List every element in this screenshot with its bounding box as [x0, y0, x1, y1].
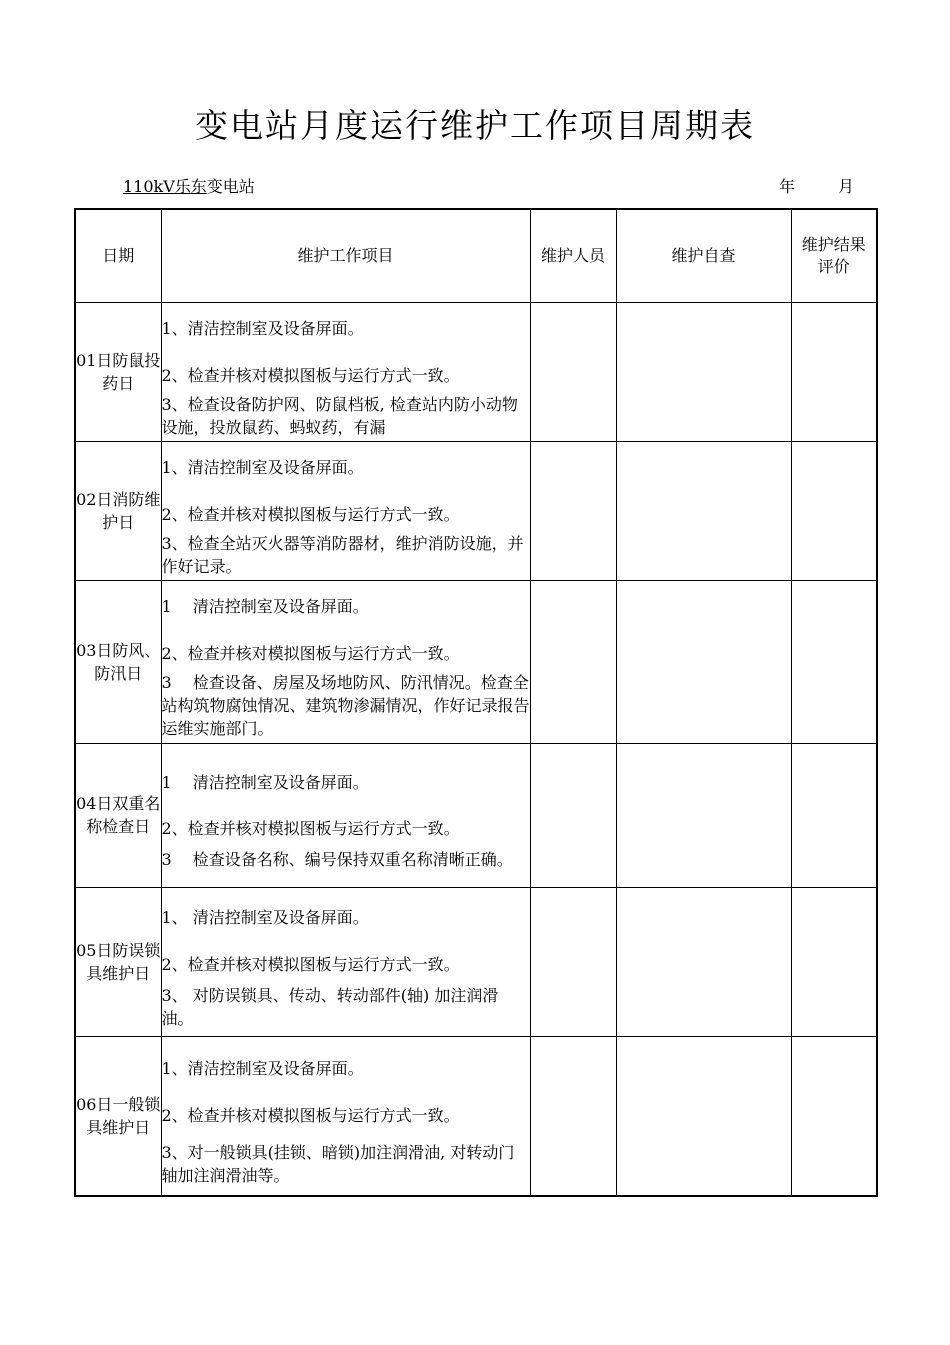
person-cell[interactable] — [530, 887, 616, 1036]
item-2: 2、检查并核对模拟图板与运行方式一致。 — [161, 1105, 460, 1125]
person-cell[interactable] — [530, 743, 616, 887]
header-items: 维护工作项目 — [161, 209, 530, 302]
result-cell[interactable] — [791, 743, 877, 887]
table-row — [75, 302, 877, 441]
row-items — [161, 887, 530, 1036]
row-date: 05日防误锁具维护日 — [75, 887, 161, 1036]
row-date: 02日消防维护日 — [75, 441, 161, 580]
row-date: 01日防鼠投药日 — [75, 302, 161, 441]
item-1: 1 清洁控制室及设备屏面。 — [161, 773, 369, 792]
row-items — [161, 302, 530, 441]
self-check-cell[interactable] — [616, 580, 791, 743]
table-row — [75, 441, 877, 580]
row-date: 06日一般锁具维护日 — [75, 1036, 161, 1196]
self-check-cell[interactable] — [616, 887, 791, 1036]
person-cell[interactable] — [530, 1036, 616, 1196]
row-items — [161, 441, 530, 580]
row-items — [161, 580, 530, 743]
self-check-cell[interactable] — [616, 1036, 791, 1196]
item-2: 2、检查并核对模拟图板与运行方式一致。 — [161, 644, 460, 663]
result-cell[interactable] — [791, 1036, 877, 1196]
item-3: 3、对一般锁具(挂锁、暗锁)加注润滑油, 对转动门轴加注润滑油等。 — [161, 1142, 515, 1185]
table-row — [75, 743, 877, 887]
header-self-check: 维护自查 — [616, 209, 791, 302]
station-name — [123, 174, 255, 197]
item-3: 3、 对防误锁具、传动、转动部件(轴) 加注润滑油。 — [161, 985, 499, 1028]
item-3: 3、检查全站灭火器等消防器材，维护消防设施，并作好记录。 — [161, 533, 524, 576]
result-cell[interactable] — [791, 441, 877, 580]
result-cell[interactable] — [791, 302, 877, 441]
row-items — [161, 1036, 530, 1196]
person-cell[interactable] — [530, 302, 616, 441]
page-title: 变电站月度运行维护工作项目周期表 — [195, 106, 755, 145]
month-label: 月 — [838, 177, 855, 196]
self-check-cell[interactable] — [616, 302, 791, 441]
item-1: 1、清洁控制室及设备屏面。 — [161, 1058, 364, 1078]
item-3: 3、检查设备防护网、防鼠档板, 检查站内防小动物设施，投放鼠药、蚂蚁药，有漏 — [161, 394, 518, 437]
header-result: 维护结果评价 — [791, 209, 877, 302]
item-3: 3 检查设备、房屋及场地防风、防汛情况。检查全站构筑物腐蚀情况、建筑物渗漏情况，作好记录报告运维实施部门。 — [161, 673, 530, 738]
result-cell[interactable] — [791, 887, 877, 1036]
item-1: 1、清洁控制室及设备屏面。 — [161, 318, 364, 338]
self-check-cell[interactable] — [616, 743, 791, 887]
header-date: 日期 — [75, 209, 161, 302]
year-label: 年 — [779, 177, 796, 196]
header-person: 维护人员 — [530, 209, 616, 302]
item-1: 1 清洁控制室及设备屏面。 — [161, 597, 369, 616]
table-row — [75, 1036, 877, 1196]
station-name-underlined: 110kV乐东 — [123, 177, 207, 196]
row-date: 03日防风、防汛日 — [75, 580, 161, 743]
item-2: 2、检查并核对模拟图板与运行方式一致。 — [161, 819, 460, 838]
item-3: 3 检查设备名称、编号保持双重名称清晰正确。 — [161, 850, 513, 869]
maintenance-table — [74, 208, 878, 1197]
row-date: 04日双重名称检查日 — [75, 743, 161, 887]
row-items — [161, 743, 530, 887]
table-row — [75, 887, 877, 1036]
item-1: 1、清洁控制室及设备屏面。 — [161, 457, 364, 477]
person-cell[interactable] — [530, 441, 616, 580]
result-cell[interactable] — [791, 580, 877, 743]
station-name-suffix: 变电站 — [206, 177, 255, 196]
item-2: 2、检查并核对模拟图板与运行方式一致。 — [161, 365, 460, 385]
person-cell[interactable] — [530, 580, 616, 743]
item-2: 2、检查并核对模拟图板与运行方式一致。 — [161, 504, 460, 524]
self-check-cell[interactable] — [616, 441, 791, 580]
table-header-row — [75, 209, 877, 302]
item-2: 2、检查并核对模拟图板与运行方式一致。 — [161, 954, 460, 974]
table-row — [75, 580, 877, 743]
item-1: 1、 清洁控制室及设备屏面。 — [161, 907, 369, 927]
